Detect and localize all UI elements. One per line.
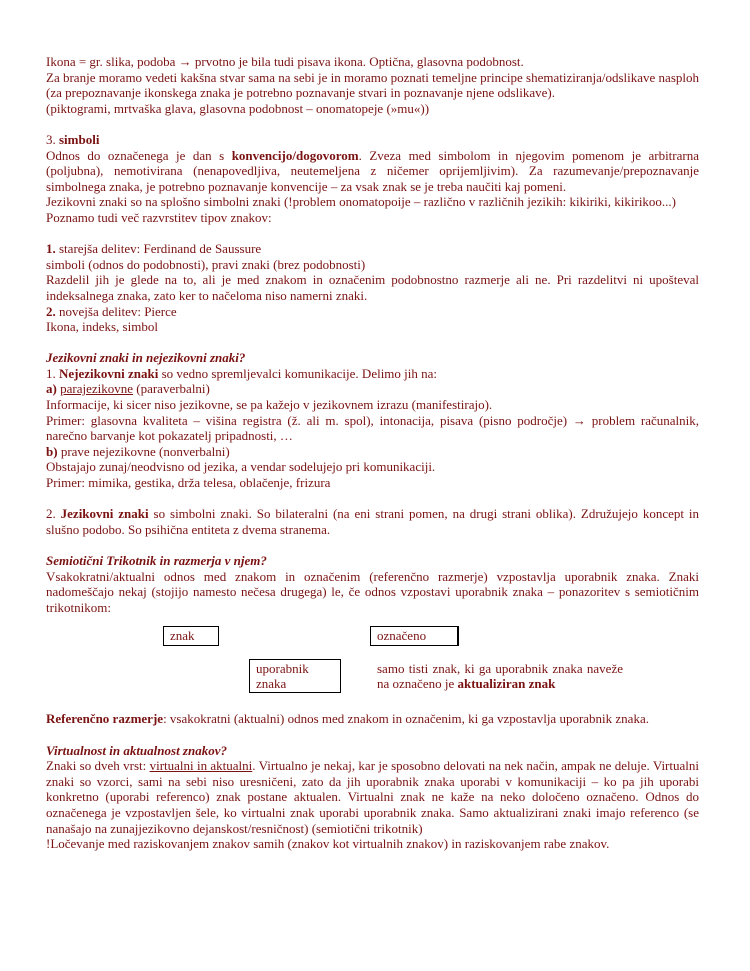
box-line: uporabnik [256, 661, 309, 677]
list-number: 1. [46, 365, 59, 381]
item-a [46, 381, 699, 397]
jezikovni-znaki-paragraph [46, 506, 699, 537]
text: novejša delitev: Pierce [55, 303, 177, 319]
ikona-line-1 [46, 54, 699, 70]
item-b [46, 444, 699, 460]
list-number: 2. [46, 303, 56, 319]
document-page [46, 54, 699, 852]
simboli-paragraph-1 [46, 148, 699, 195]
bold-term: Nejezikovni znaki [59, 365, 159, 381]
text: (paraverbalni) [133, 381, 210, 397]
underlined-term: virtualni in aktualni [149, 758, 253, 774]
virtualnost-paragraph-1 [46, 758, 699, 836]
text: Ikona = gr. slika, podoba [46, 54, 179, 69]
text: Odnos do označenega je dan s [46, 147, 232, 163]
virtualnost-heading: Virtualnost in aktualnost znakov? [46, 742, 227, 758]
ikona-line-3: (piktogrami, mrtvaška glava, glasovna podobnost – onomatopeje (»mu«)) [46, 100, 430, 116]
bold-term: Jezikovni znaki [60, 506, 149, 522]
delitev-1-line-2: simboli (odnos do podobnosti), pravi znaki (brez podobnosti) [46, 256, 366, 272]
delitev-2-line-2: Ikona, indeks, simbol [46, 319, 158, 335]
ikona-line-2: Za branje moramo vedeti kakšna stvar sama na sebi je in moramo poznati temeljne principe shematiziranja/odslikave nasploh (za prepoznavanje ikonskega znaka je potrebno poznavanje stvari in poznavanje njene odslikave). [46, 69, 699, 101]
referencno-paragraph [46, 711, 699, 727]
item-a-line-3 [46, 413, 699, 444]
trikotnik-heading: Semiotični Trikotnik in razmerja v njem? [46, 553, 267, 568]
virtualnost-paragraph-2: !Ločevanje med raziskovanjem znakov samih (znakov kot virtualnih znakov) in raziskovanjem rabe znakov. [46, 836, 610, 852]
list-label: a) [46, 381, 57, 397]
diagram-note [377, 661, 623, 691]
text: so vedno spremljevalci komunikacije. Delimo jih na: [158, 365, 438, 381]
text: problem računalnik, narečno barvanje kot pokazatelj pripadnosti, … [46, 412, 699, 444]
item-b-line-3: Primer: mimika, gestika, drža telesa, oblačenje, frizura [46, 475, 331, 491]
text: . Virtualno je nekaj, kar je sposobno delovati na nek način, ampak ne deluje. Virtualni znaki so vzorci, sami na sebi niso uresničeni, zato da jih uporabnik znaka uporabi v komunikaciji – ko pa jih uporabi konkretno (uporabi referenco) znak postane aktualen. Virtualni znak ne kaže na neko določeno označeno. Odnos do označenega je vzpostavljen šele, ko virtualni znak uporabi uporabnik znaka. Samo aktualizirani znaki imajo referenco (se nanašajo na zunajjezikovno dejanskost/resničnost) (semiotični trikotnik) [46, 758, 699, 836]
simboli-paragraph-3: Poznamo tudi več razvrstitev tipov znakov: [46, 209, 272, 225]
text: prave nejezikovne (nonverbalni) [57, 443, 230, 459]
section-number: 3. [46, 131, 59, 147]
delitev-1-line-3: Razdelil jih je glede na to, ali je med znakom in označenim podobnostno razmerje ali ne. Pri razdelitvi ni upošteval indeksalnega znaka, zato ker to načeloma niso namerni znaki. [46, 272, 699, 303]
box-uporabnik-znaka [249, 659, 341, 693]
text: : vsakokratni (aktualni) odnos med znakom in označenim, ki ga vzpostavlja uporabnik znaka. [163, 711, 649, 727]
jezikovni-heading: Jezikovni znaki in nejezikovni znaki? [46, 350, 246, 366]
nejezikovni-intro [46, 366, 699, 382]
arrow-right-icon: → [572, 412, 586, 428]
box-line: znaka [256, 676, 287, 692]
delitev-1 [46, 241, 699, 257]
arrow-right-icon: → [178, 54, 192, 69]
list-number: 2. [46, 506, 61, 522]
box-oznaceno: označeno [370, 626, 459, 646]
item-b-line-2: Obstajajo zunaj/neodvisno od jezika, a vendar sodelujejo pri komunikaciji. [46, 459, 436, 475]
text: so simbolni znaki. So bilateralni (na eni strani pomen, na drugi strani oblika). Združujejo koncept in slušno podobo. So psihična entiteta z dvema stranema. [46, 506, 699, 537]
text: Znaki so dveh vrst: [46, 758, 150, 774]
list-label: b) [46, 443, 58, 459]
underlined-term: parajezikovne [60, 381, 133, 397]
item-a-line-2: Informacije, ki sicer niso jezikovne, se pa kažejo v jezikovnem izrazu (manifestirajo). [46, 397, 493, 413]
simboli-paragraph-2: Jezikovni znaki so na splošno simbolni znaki (!problem onomatopoije – različno v različnih jezikih: kikiriki, kikirikoo...) [46, 194, 677, 210]
simboli-heading [46, 132, 699, 148]
bold-term: Referenčno razmerje [46, 711, 164, 727]
delitev-2 [46, 304, 699, 320]
section-title: simboli [59, 131, 100, 147]
text: prvotno je bila tudi pisava ikona. Optična, glasovna podobnost. [191, 54, 524, 69]
text: samo tisti znak, ki ga uporabnik znaka naveže na označeno je [377, 661, 623, 692]
text: . Zveza med simbolom in njegovim pomenom je arbitrarna (poljubna), nemotivirana (nenapovedljiva, neutemeljena z ničemer oprijemljivim). Za razumevanje/prepoznavanje simbolnega znaka, je potrebno poznavanje konvencije – za vsak znak se je treba naučiti kaj pomeni. [46, 147, 699, 194]
text: Primer: glasovna kvaliteta – višina registra (ž. ali m. spol), intonacija, pisava (pisno področje) [46, 412, 573, 428]
bold-term: aktualiziran znak [457, 676, 556, 692]
trikotnik-paragraph: Vsakokratni/aktualni odnos med znakom in označenim (referenčno razmerje) vzpostavlja uporabnik znaka. Znaki nadomeščajo nekaj (stojijo namesto nečesa drugega) le, če odnos vzpostavi uporabnik znaka – ponazoritev s semiotičnim trikotnikom: [46, 568, 699, 615]
list-number: 1. [46, 241, 56, 257]
box-znak: znak [163, 626, 219, 646]
semiotic-triangle-diagram [46, 615, 699, 711]
bold-term: konvencijo/dogovorom [231, 147, 359, 163]
text: starejša delitev: Ferdinand de Saussure [55, 241, 262, 257]
